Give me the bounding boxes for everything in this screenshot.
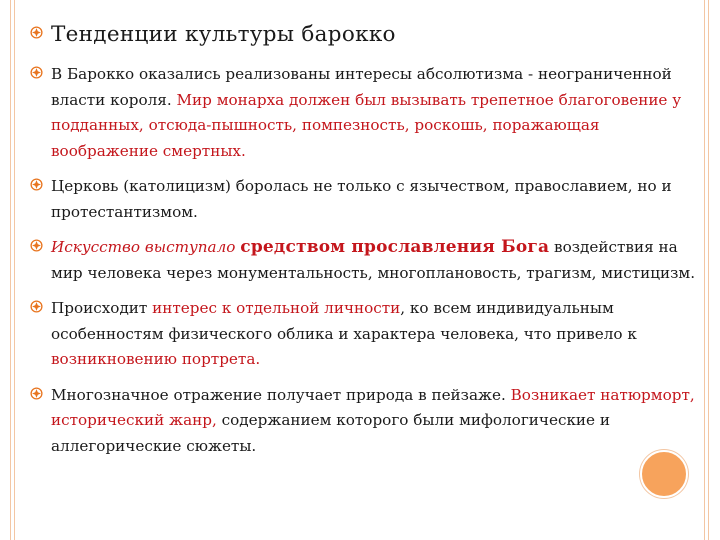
text-run: Церковь (католицизм) боролась не только с язычеством, православием, но и протестантизмом. <box>51 177 672 221</box>
list-item-text <box>51 235 701 286</box>
text-run: Многозначное отражение получает природа в пейзаже. <box>51 385 511 404</box>
text-run: интерес к отдельной личности <box>152 299 401 317</box>
slide-title: Тенденции культуры барокко <box>51 22 396 47</box>
list-item-text <box>51 174 701 225</box>
orange-ornament-bullet-icon <box>30 239 43 252</box>
list-item <box>30 235 705 286</box>
frame-line-right-inner <box>708 0 709 540</box>
orange-ornament-bullet-icon <box>30 178 43 191</box>
list-item-text <box>51 62 701 164</box>
frame-line-left-inner <box>14 0 15 540</box>
text-run: средством прославления Бога <box>240 237 550 257</box>
list-item <box>30 62 705 164</box>
text-run: возникновению портрета. <box>51 350 261 368</box>
frame-line-left <box>10 0 11 540</box>
text-run: , ко всем индивидуальным особенностям физического облика и характера человека, что привело к <box>51 299 637 343</box>
text-run: Возникает натюрморт, исторический жанр, <box>51 385 695 429</box>
bullet-list <box>30 62 705 459</box>
list-item <box>30 296 705 373</box>
list-item-text <box>51 296 701 373</box>
list-item-text <box>51 383 701 460</box>
list-item <box>30 174 705 225</box>
orange-ornament-bullet-icon <box>30 300 43 313</box>
text-run: Мир монарха должен был вызывать трепетное благоговение у подданных, отсюда-пышность, помпезность, роскошь, поражающая воображение смертных. <box>51 90 682 160</box>
text-run: В Барокко оказались реализованы интересы абсолютизма - неограниченной власти короля. <box>51 65 672 109</box>
title-row <box>30 20 705 50</box>
slide-content <box>30 20 705 469</box>
orange-ornament-bullet-icon <box>30 387 43 400</box>
orange-ornament-bullet-icon <box>30 26 43 39</box>
text-run: воздействия на мир человека через монументальность, многоплановость, трагизм, мистицизм. <box>51 238 696 282</box>
orange-ornament-bullet-icon <box>30 66 43 79</box>
list-item <box>30 383 705 460</box>
text-run: Происходит <box>51 299 153 317</box>
text-run: содержанием которого были мифологические и аллегорические сюжеты. <box>51 411 610 455</box>
text-run: Искусство выступало <box>51 238 241 256</box>
